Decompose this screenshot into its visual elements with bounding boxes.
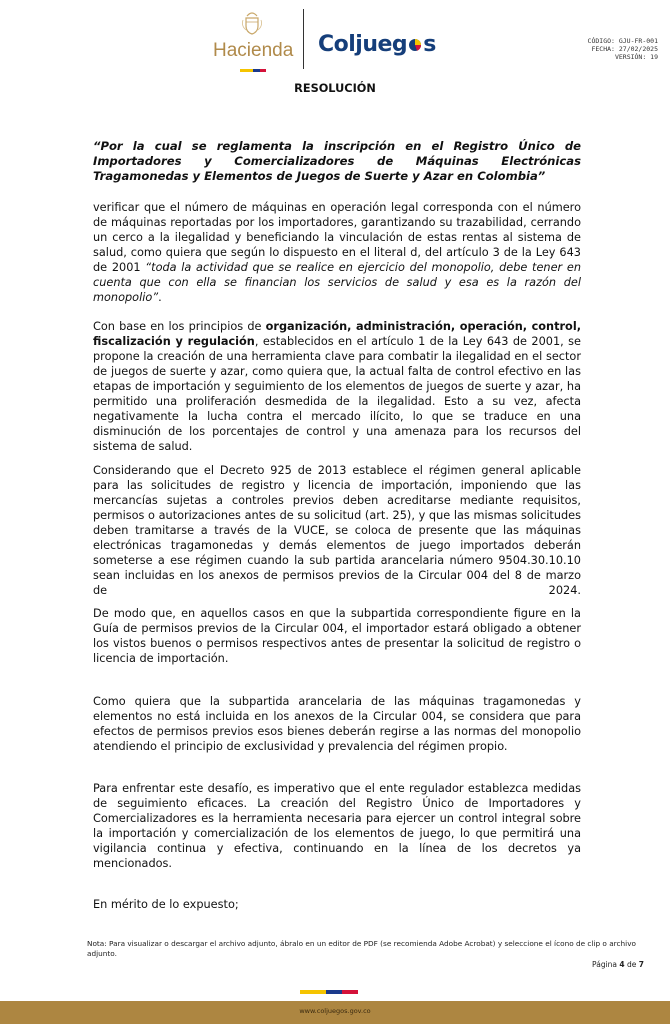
coljuegos-emblem-icon (408, 36, 422, 52)
attachment-note: Nota: Para visualizar o descargar el archivo adjunto, ábralo en un editor de PDF (se recomienda Adobe Acrobat) y seleccione el ícono de clip o archivo adjunto. (87, 939, 636, 958)
logo-divider (303, 9, 304, 69)
paragraph-5-text: Como quiera que la subpartida arancelaria de las máquinas tragamonedas y elementos no está incluida en los anexos de la Circular 004, se considera que para efectos de permisos previos esos bienes deberán regirse a las normas del monopolio atendiendo el principio de exclusividad y prevalencia del régimen propio. (93, 695, 581, 753)
paragraph-1 (93, 200, 581, 305)
paragraph-3 (93, 463, 581, 598)
paragraph-6-text: Para enfrentar este desafío, es imperativo que el ente regulador establezca medidas de seguimiento eficaces. La creación del Registro Único de Importadores y Comercializadores es la herramienta necesaria para ejercer un control integral sobre la importación y comercialización de los elementos de juego, lo que permitirá una vigilancia continua y efectiva, continuando en la línea de los decretos ya mencionados. (93, 782, 581, 870)
flag-blue-band (326, 990, 342, 994)
coljuegos-logo-text: Coljueg (318, 31, 408, 57)
colombia-coat-of-arms-icon (241, 10, 263, 36)
page-number (592, 960, 644, 969)
paragraph-1-quote: “toda la actividad que se realice en ejercicio del monopolio, debe tener en cuenta que con ella se financian los servicios de salud y esa es la razón del monopolio” (93, 261, 581, 304)
coljuegos-logo-text-end: s (423, 31, 436, 57)
document-version: VERSIÓN: 19 (614, 53, 658, 61)
paragraph-1-end: . (158, 291, 162, 304)
document-code: CÓDIGO: GJU-FR-001 (587, 37, 658, 45)
flag-red-band (342, 990, 358, 994)
document-date: FECHA: 27/02/2025 (591, 45, 658, 53)
paragraph-2-rest: , establecidos en el artículo 1 de la Ley 643 de 2001, se propone la creación de una herramienta clave para combatir la ilegalidad en el sector de juegos de suerte y azar, como quiera que, la actual falta de control efectivo en las etapas de importación y seguimiento de los elementos de juegos de suerte y azar, ha permitido una proliferación desmedida de la ilegalidad. Esto a su vez, afecta negativamente la lucha contra el mercado ilícito, lo que se traduce en una disminución de los porcentajes de control y una amenaza para los recursos del sistema de salud. (93, 335, 581, 453)
resolution-subject: “Por la cual se reglamenta la inscripción en el Registro Único de Importadores y Comercializadores de Máquinas Electrónicas Tragamonedas y Elementos de Juegos de Suerte y Azar en Colombia” (93, 139, 581, 183)
footer-website-link[interactable]: www.coljuegos.gov.co (299, 1007, 371, 1015)
page-current: 4 (619, 960, 625, 969)
page-label: Página (592, 960, 620, 969)
coljuegos-logo (318, 28, 436, 60)
paragraph-4 (93, 606, 581, 666)
paragraph-7 (93, 897, 581, 912)
hacienda-logo (213, 8, 293, 68)
paragraph-7-text: En mérito de lo expuesto; (93, 898, 239, 911)
page-header (0, 0, 670, 72)
page-total: 7 (638, 960, 644, 969)
paragraph-5 (93, 694, 581, 754)
page-separator: de (624, 960, 639, 969)
document-meta (588, 37, 658, 61)
paragraph-4-text: De modo que, en aquellos casos en que la subpartida correspondiente figure en la Guía de permisos previos de la Circular 004, el importador estará obligado a obtener los vistos buenos o permisos respectivos antes de presentar la solicitud de registro o licencia de importación. (93, 607, 581, 665)
paragraph-2 (93, 319, 581, 454)
paragraph-2-start: Con base en los principios de (93, 320, 266, 333)
document-title: RESOLUCIÓN (294, 82, 376, 95)
footer-flag-stripe (300, 990, 360, 994)
paragraph-2-bold: organización, administración, operación, control, fiscalización y regulación (93, 320, 581, 348)
flag-yellow-band (300, 990, 326, 994)
paragraph-3-text: Considerando que el Decreto 925 de 2013 establece el régimen general aplicable para las solicitudes de registro y licencia de importación, imponiendo que las mercancías sujetas a controles previos deben acreditarse mediante requisitos, permisos o autorizaciones antes de su solicitud (art. 25), y que las mismas solicitudes deben tramitarse a través de la VUCE, se coloca de presente que las máquinas electrónicas tragamonedas y demás elementos de juego importados deberán someterse a ese régimen cuando la sub partida arancelaria número 9504.30.10.10 sean incluidas en los anexos de permisos previos de la Circular 004 del 8 de marzo de 2024. (93, 464, 581, 597)
paragraph-6 (93, 781, 581, 871)
paragraph-1-text: verificar que el número de máquinas en operación legal corresponda con el número de máquinas reportadas por los importadores, garantizando su trazabilidad, cerrando un cerco a la ilegalidad y beneficiando la vinculación de estas rentas al sistema de salud, como quiera que según lo dispuesto en el literal d, del artículo 3 de la Ley 643 de 2001 (93, 201, 581, 274)
hacienda-logo-text: Hacienda (213, 40, 294, 61)
colombia-flag-stripe (240, 69, 266, 72)
